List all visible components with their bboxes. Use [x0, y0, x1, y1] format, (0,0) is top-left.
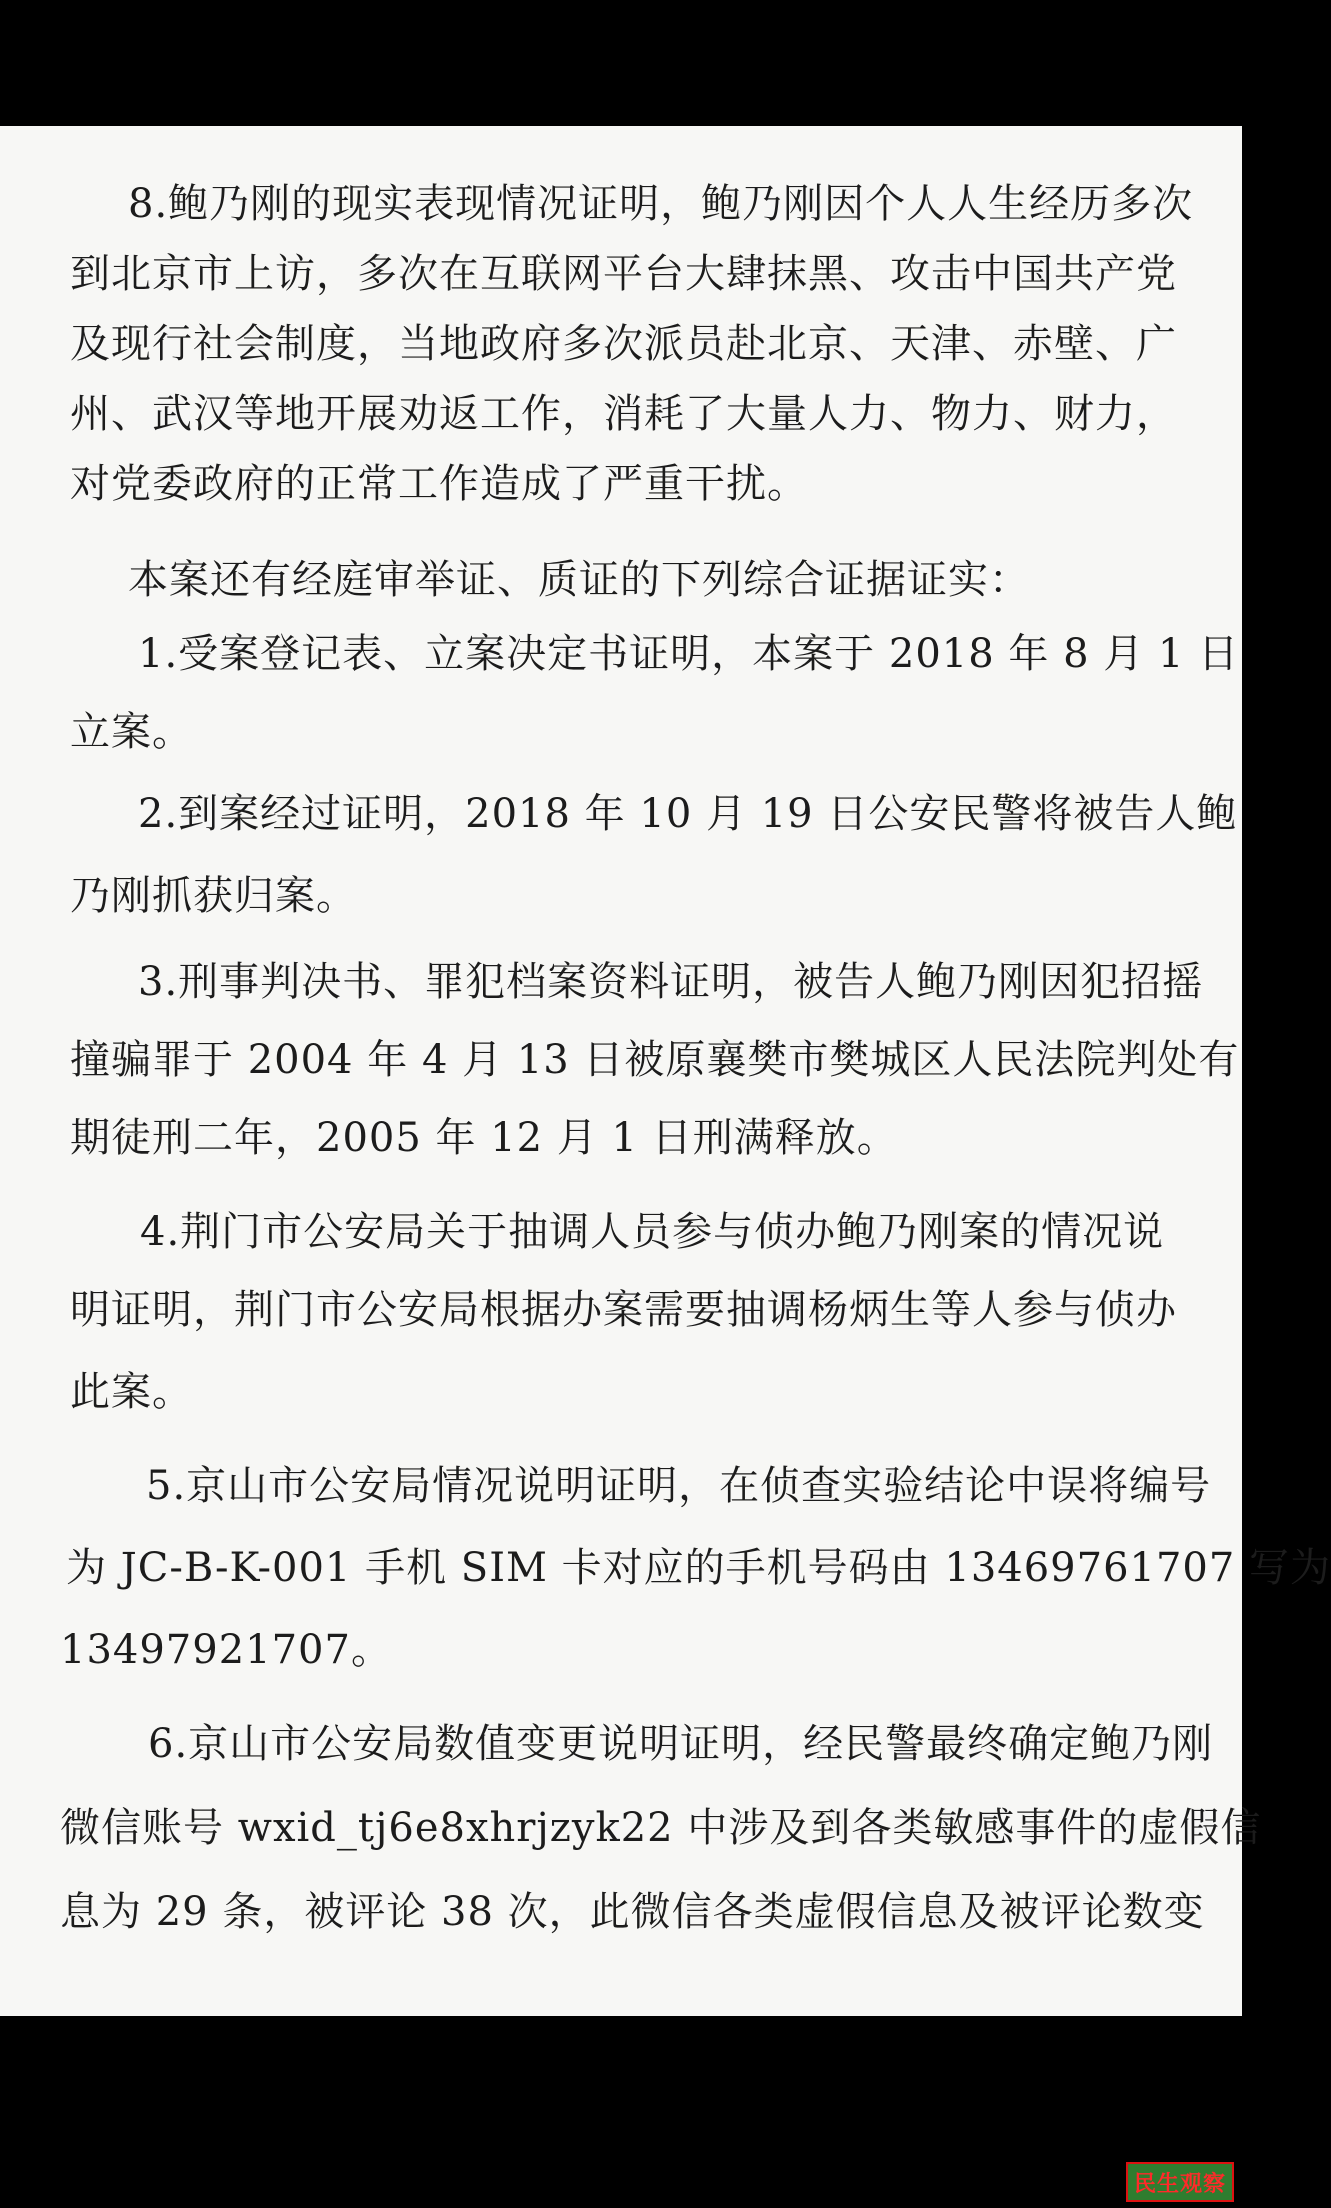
text-line: 立案。 — [70, 709, 193, 755]
text-line: 2.到案经过证明，2018 年 10 月 19 日公安民警将被告人鲍 — [138, 791, 1238, 837]
text-line: 此案。 — [70, 1369, 193, 1415]
text-line: 到北京市上访，多次在互联网平台大肆抹黑、攻击中国共产党 — [70, 251, 1177, 297]
watermark-text: 民生观察 — [1133, 2171, 1226, 2197]
text-line: 本案还有经庭审举证、质证的下列综合证据证实： — [128, 557, 1030, 603]
text-line: 撞骗罪于 2004 年 4 月 13 日被原襄樊市樊城区人民法院判处有 — [70, 1037, 1240, 1083]
text-line: 4.荆门市公安局关于抽调人员参与侦办鲍乃刚案的情况说 — [140, 1209, 1165, 1255]
document-page — [0, 126, 1331, 2016]
text-line: 13497921707。 — [60, 1627, 392, 1673]
text-line: 1.受案登记表、立案决定书证明，本案于 2018 年 8 月 1 日 — [138, 631, 1240, 677]
watermark-logo — [1126, 2162, 1234, 2202]
text-line: 对党委政府的正常工作造成了严重干扰。 — [70, 461, 808, 507]
text-line: 州、武汉等地开展劝返工作，消耗了大量人力、物力、财力， — [70, 391, 1177, 437]
top-black-bar — [0, 0, 1242, 126]
text-line: 为 JC-B-K-001 手机 SIM 卡对应的手机号码由 13469761707 写为 — [66, 1545, 1331, 1591]
text-line: 8.鲍乃刚的现实表现情况证明，鲍乃刚因个人人生经历多次 — [128, 181, 1194, 227]
text-line: 期徒刑二年，2005 年 12 月 1 日刑满释放。 — [70, 1115, 898, 1161]
bottom-black-bar — [0, 2016, 1242, 2208]
text-line: 息为 29 条，被评论 38 次，此微信各类虚假信息及被评论数变 — [60, 1889, 1205, 1935]
text-line: 5.京山市公安局情况说明证明，在侦查实验结论中误将编号 — [146, 1463, 1212, 1509]
text-line: 及现行社会制度，当地政府多次派员赴北京、天津、赤壁、广 — [70, 321, 1177, 367]
text-line: 明证明，荆门市公安局根据办案需要抽调杨炳生等人参与侦办 — [70, 1287, 1177, 1333]
text-line: 微信账号 wxid_tj6e8xhrjzyk22 中涉及到各类敏感事件的虚假信 — [60, 1805, 1262, 1851]
text-line: 6.京山市公安局数值变更说明证明，经民警最终确定鲍乃刚 — [148, 1721, 1214, 1767]
text-line: 乃刚抓获归案。 — [70, 873, 357, 919]
text-line: 3.刑事判决书、罪犯档案资料证明，被告人鲍乃刚因犯招摇 — [138, 959, 1204, 1005]
